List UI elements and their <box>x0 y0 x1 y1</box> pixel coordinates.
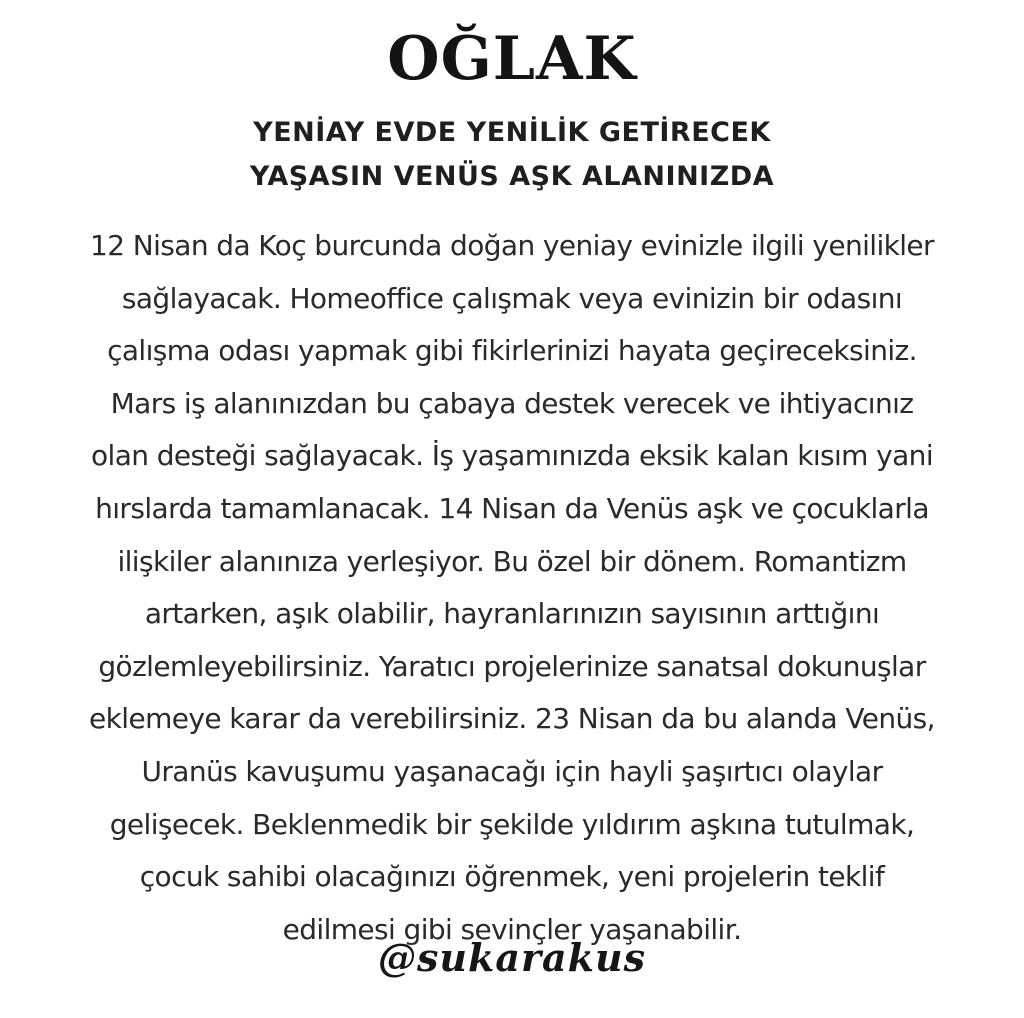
body-line: gözlemleyebilirsiniz. Yaratıcı projelerinize sanatsal dokunuşlar <box>98 649 926 683</box>
body-line: edilmesi gibi sevinçler yaşanabilir. <box>282 912 742 946</box>
horoscope-body <box>30 220 994 956</box>
body-line: çocuk sahibi olacağınızı öğrenmek, yeni projelerin teklif <box>139 860 885 894</box>
body-line: hırslarda tamamlanacak. 14 Nisan da Venüs aşk ve çocuklarla <box>95 491 929 525</box>
body-line: eklemeye karar da verebilirsiniz. 23 Nisan da bu alanda Venüs, <box>89 702 935 736</box>
body-line: artarken, aşık olabilir, hayranlarınızın sayısının arttığını <box>144 597 880 631</box>
body-line: çalışma odası yapmak gibi fikirlerinizi hayata geçireceksiniz. <box>107 334 917 368</box>
subtitle-line-2: YAŞASIN VENÜS AŞK ALANINIZDA <box>249 161 775 192</box>
body-line: Mars iş alanınızdan bu çabaya destek verecek ve ihtiyacınız <box>110 386 914 420</box>
body-line: Uranüs kavuşumu yaşanacağı için hayli şaşırtıcı olaylar <box>141 754 883 788</box>
body-line: ilişkiler alanınıza yerleşiyor. Bu özel bir dönem. Romantizm <box>117 544 907 578</box>
author-signature: @sukarakus <box>378 935 646 980</box>
body-line: gelişecek. Beklenmedik bir şekilde yıldırım aşkına tutulmak, <box>109 807 915 841</box>
body-line: olan desteği sağlayacak. İş yaşamınızda eksik kalan kısım yani <box>90 439 934 473</box>
page-title: OĞLAK <box>387 24 637 94</box>
subtitle-line-1: YENİAY EVDE YENİLİK GETİRECEK <box>253 117 771 148</box>
body-line: 12 Nisan da Koç burcunda doğan yeniay evinizle ilgili yenilikler <box>90 229 934 262</box>
body-line: sağlayacak. Homeoffice çalışmak veya evinizin bir odasını <box>121 281 903 315</box>
